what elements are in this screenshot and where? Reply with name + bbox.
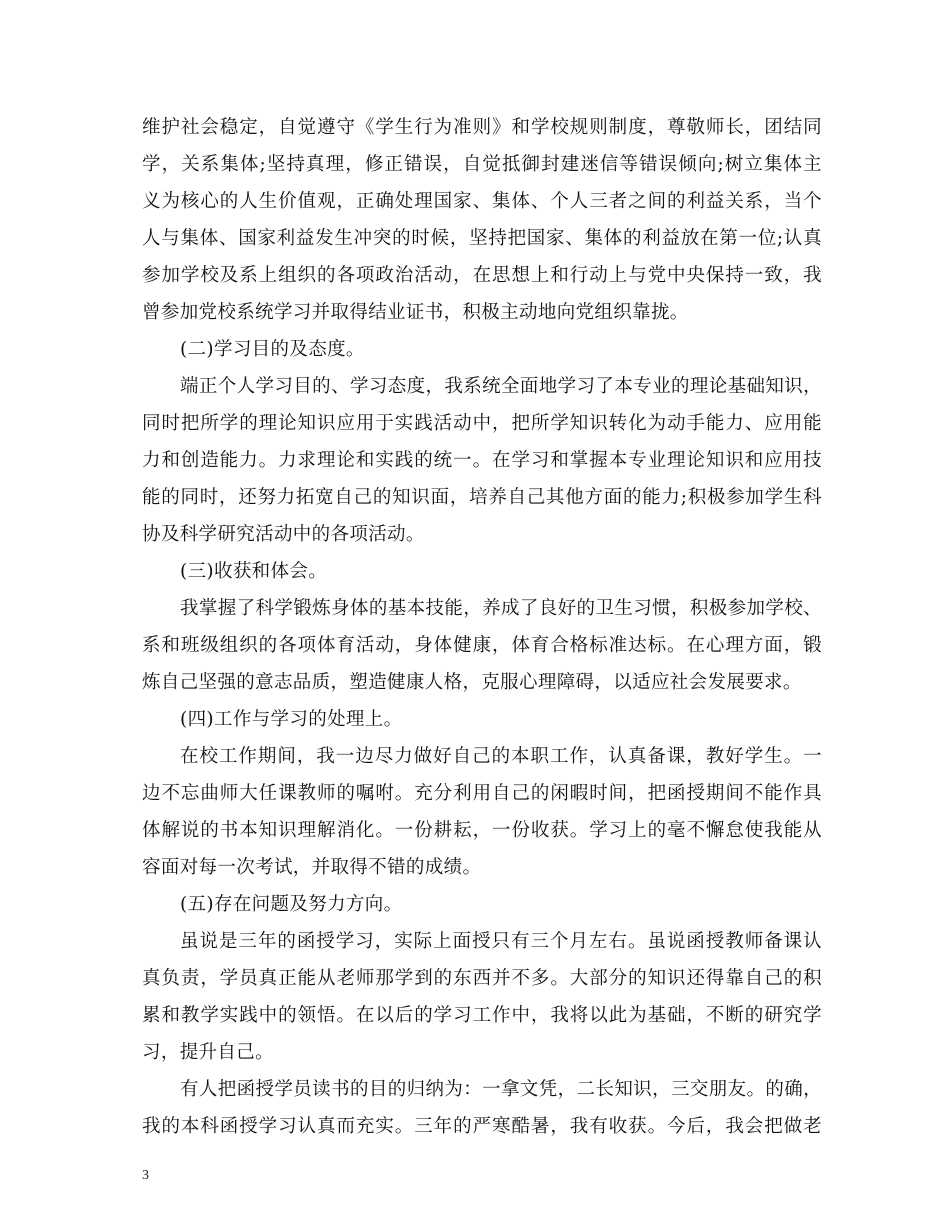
paragraph-line: 容面对每一次考试，并取得不错的成绩。 (142, 857, 482, 878)
paragraph-line: 我的本科函授学习认真而充实。三年的严寒酷暑，我有收获。今后，我会把做老 (142, 1116, 822, 1137)
paragraph-line: 协及科学研究活动中的各项活动。 (142, 524, 425, 545)
paragraph-line: 累和教学实践中的领悟。在以后的学习工作中，我将以此为基础，不断的研究学 (142, 1005, 822, 1026)
paragraph-line: 有人把函授学员读书的目的归纳为：一拿文凭，二长知识，三交朋友。的确， (180, 1079, 822, 1100)
paragraph-line: 学，关系集体;坚持真理，修正错误，自觉抵御封建迷信等错误倾向;树立集体主 (142, 154, 822, 175)
paragraph-line: 炼自己坚强的意志品质，塑造健康人格，克服心理障碍，以适应社会发展要求。 (142, 672, 802, 693)
section-heading: (三)收获和体会。 (180, 561, 328, 582)
section-heading: (二)学习目的及态度。 (180, 339, 365, 360)
paragraph-line: 在校工作期间，我一边尽力做好自己的本职工作，认真备课，教好学生。一 (180, 746, 822, 767)
paragraph-line: 人与集体、国家利益发生冲突的时候，坚持把国家、集体的利益放在第一位;认真 (142, 228, 822, 249)
section-heading: (五)存在问题及努力方向。 (180, 894, 403, 915)
paragraph-line: 能的同时，还努力拓宽自己的知识面，培养自己其他方面的能力;积极参加学生科 (142, 487, 822, 508)
page-number: 3 (142, 1168, 149, 1183)
paragraph-line: 体解说的书本知识理解消化。一份耕耘，一份收获。学习上的毫不懈怠使我能从 (142, 820, 822, 841)
paragraph-line: 力和创造能力。力求理论和实践的统一。在学习和掌握本专业理论知识和应用技 (142, 450, 822, 471)
paragraph-line: 真负责，学员真正能从老师那学到的东西并不多。大部分的知识还得靠自己的积 (142, 968, 822, 989)
paragraph-line: 虽说是三年的函授学习，实际上面授只有三个月左右。虽说函授教师备课认 (180, 931, 822, 952)
section-heading: (四)工作与学习的处理上。 (180, 709, 403, 730)
paragraph-line: 系和班级组织的各项体育活动，身体健康，体育合格标准达标。在心理方面，锻 (142, 635, 822, 656)
paragraph-line: 同时把所学的理论知识应用于实践活动中，把所学知识转化为动手能力、应用能 (142, 413, 822, 434)
paragraph-line: 义为核心的人生价值观，正确处理国家、集体、个人三者之间的利益关系，当个 (142, 191, 822, 212)
paragraph-line: 参加学校及系上组织的各项政治活动，在思想上和行动上与党中央保持一致，我 (142, 265, 822, 286)
paragraph-line: 曾参加党校系统学习并取得结业证书，积极主动地向党组织靠拢。 (142, 302, 689, 323)
paragraph-line: 维护社会稳定，自觉遵守《学生行为准则》和学校规则制度，尊敬师长，团结同 (142, 117, 822, 138)
paragraph-line: 端正个人学习目的、学习态度，我系统全面地学习了本专业的理论基础知识， (180, 376, 822, 397)
paragraph-line: 我掌握了科学锻炼身体的基本技能，养成了良好的卫生习惯，积极参加学校、 (180, 598, 822, 619)
paragraph-line: 习，提升自己。 (142, 1042, 274, 1063)
paragraph-line: 边不忘曲师大任课教师的嘱咐。充分利用自己的闲暇时间，把函授期间不能作具 (142, 783, 822, 804)
